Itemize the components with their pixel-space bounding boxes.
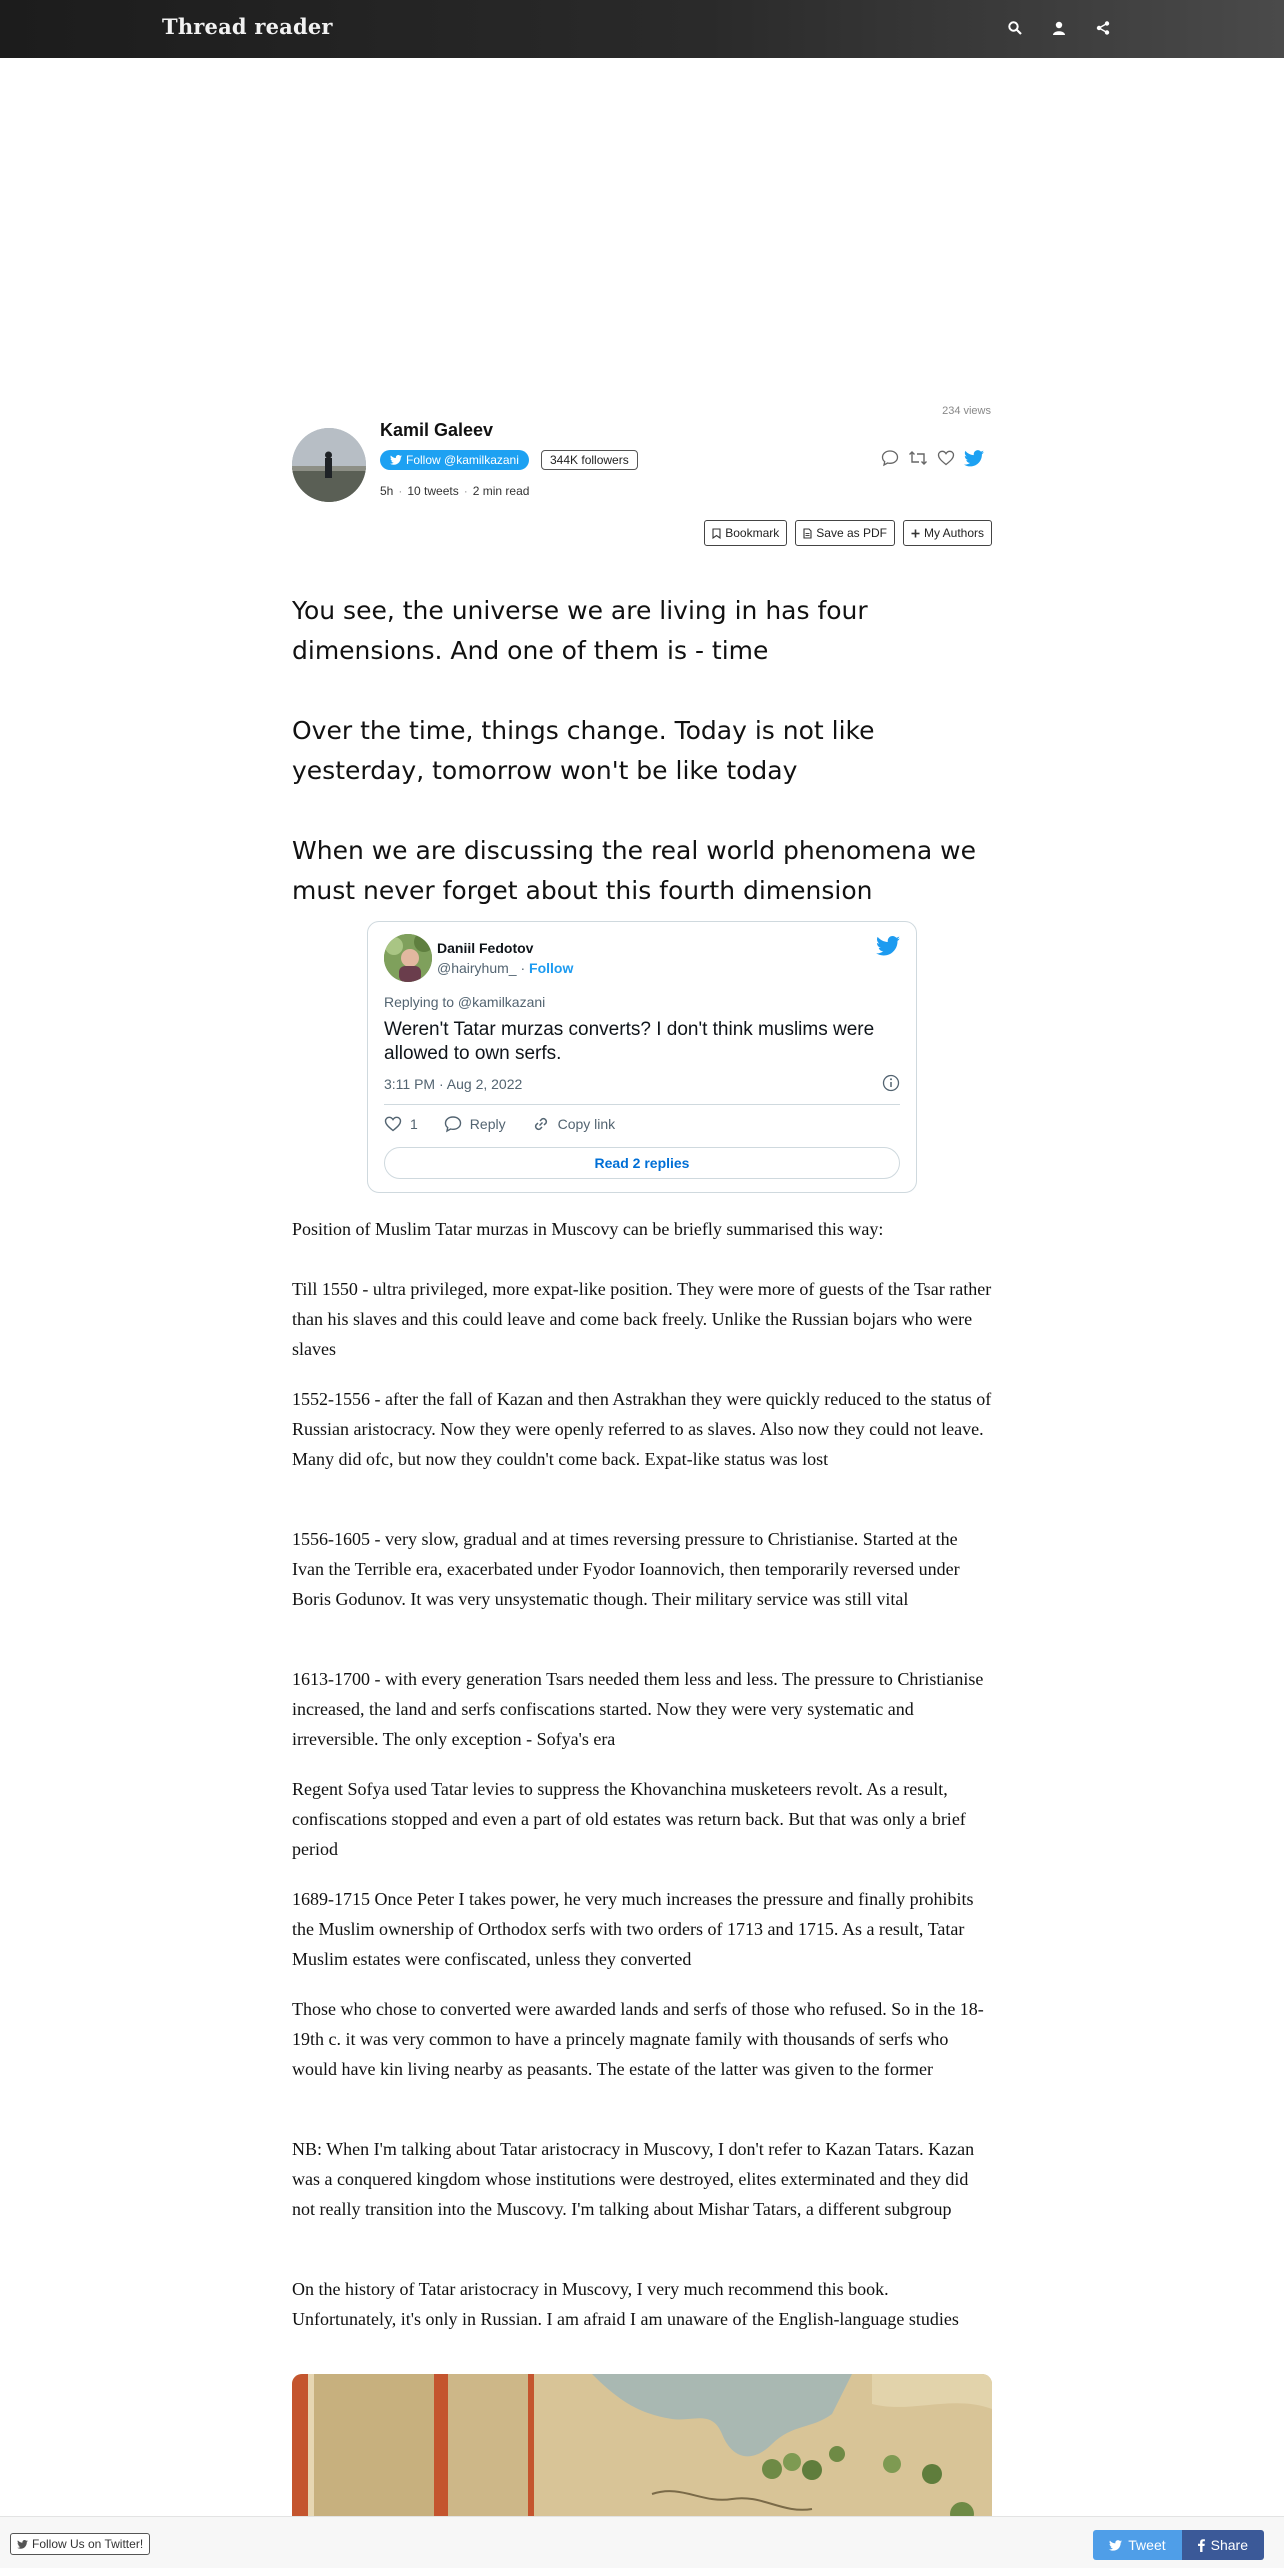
share-label: Share bbox=[1210, 2537, 1248, 2553]
thread-paragraph-2: Till 1550 - ultra privileged, more expat-like position. They were more of guests of the Tsar rather than his slaves and this could leave and come back freely. Unlike the Russian bojars who were slaves bbox=[292, 1279, 992, 1359]
replying-to: Replying to @kamilkazani bbox=[384, 994, 546, 1010]
like-icon[interactable] bbox=[936, 448, 956, 468]
tweet-label: Tweet bbox=[1128, 2537, 1166, 2553]
thread-lead-1: You see, the universe we are living in has four dimensions. And one of them is - time bbox=[292, 596, 868, 665]
thread-paragraph-1: Position of Muslim Tatar murzas in Muscovy can be briefly summarised this way: bbox=[292, 1219, 884, 1239]
twitter-icon bbox=[17, 2540, 28, 2549]
thread-age: 5h bbox=[380, 484, 394, 498]
follow-author-label: Follow @kamilkazani bbox=[406, 453, 519, 467]
reply-label: Reply bbox=[469, 1116, 506, 1132]
follow-author-button[interactable] bbox=[380, 450, 529, 470]
twitter-icon bbox=[390, 455, 402, 465]
share-icon[interactable] bbox=[1092, 17, 1114, 39]
thread-paragraph-6: Regent Sofya used Tatar levies to suppress the Khovanchina musketeers revolt. As a result, confiscations stopped and even a part of old estates was return back. But that was only a brief period bbox=[292, 1779, 966, 1859]
logo-thread: Thread bbox=[162, 14, 247, 39]
tweet-count: 10 tweets bbox=[407, 484, 459, 498]
my-authors-label: My Authors bbox=[923, 526, 984, 540]
follow-us-label: Follow Us on Twitter! bbox=[32, 2537, 144, 2551]
tweet-like-button[interactable] bbox=[384, 1115, 418, 1133]
follow-us-twitter-button[interactable] bbox=[10, 2533, 150, 2555]
thread-paragraph-8: Those who chose to converted were awarded lands and serfs of those who refused. So in the 18-19th c. it was very common to have a princely magnate family with thousands of serfs who would have kin living nearby as peasants. The estate of the latter was given to the former bbox=[292, 1999, 984, 2079]
copy-link-label: Copy link bbox=[557, 1116, 616, 1132]
twitter-icon bbox=[1109, 2540, 1122, 2551]
bookmark-icon bbox=[712, 528, 721, 539]
thread-meta: 5h · 10 tweets · 2 min read bbox=[380, 484, 530, 498]
read-replies-button[interactable]: Read 2 replies bbox=[384, 1147, 900, 1179]
file-icon bbox=[803, 528, 812, 539]
read-time: 2 min read bbox=[472, 484, 530, 498]
reply-icon[interactable] bbox=[880, 448, 900, 468]
my-authors-button[interactable] bbox=[903, 520, 992, 546]
save-pdf-button[interactable] bbox=[795, 520, 895, 546]
facebook-share-button[interactable] bbox=[1182, 2530, 1264, 2560]
bookmark-button[interactable] bbox=[704, 520, 787, 546]
copy-link-button[interactable] bbox=[532, 1115, 616, 1133]
tweet-handle-text[interactable]: @hairyhum_ bbox=[437, 960, 517, 976]
thread-paragraph-9: NB: When I'm talking about Tatar aristocracy in Muscovy, I don't refer to Kazan Tatars. Kazan was a conquered kingdom whose institutions were destroyed, elites exterminated and they did not really transition into the Muscovy. I'm talking about Mishar Tatars, a different subgroup bbox=[292, 2139, 975, 2219]
thread-paragraph-4: 1556-1605 - very slow, gradual and at times reversing pressure to Christianise. Started at the Ivan the Terrible era, exacerbated under Fyodor Ioannovich, then temporarily reversed under Boris Godunov. It was very unsystematic though. Their military service was still vital bbox=[292, 1529, 960, 1609]
site-logo[interactable] bbox=[162, 14, 333, 39]
handle-separator: · bbox=[520, 960, 526, 976]
user-icon[interactable] bbox=[1048, 17, 1070, 39]
thread-paragraph-3: 1552-1556 - after the fall of Kazan and then Astrakhan they were quickly reduced to the status of Russian aristocracy. Now they were openly referred to as slaves. Also now they could not leave. Many did ofc, but now they couldn't come back. Expat-like status was lost bbox=[292, 1389, 992, 1469]
tweet-author-handle bbox=[437, 960, 573, 976]
tweet-reply-button[interactable] bbox=[444, 1115, 506, 1133]
reply-icon bbox=[444, 1115, 462, 1133]
info-icon[interactable] bbox=[882, 1074, 900, 1097]
thread-lead-2: Over the time, things change. Today is not like yesterday, tomorrow won't be like today bbox=[292, 716, 875, 785]
heart-icon bbox=[384, 1115, 402, 1133]
embedded-tweet[interactable] bbox=[367, 921, 917, 1193]
twitter-logo-icon[interactable] bbox=[876, 936, 900, 961]
followers-count: 344K followers bbox=[541, 450, 638, 470]
tweet-divider bbox=[384, 1104, 900, 1105]
tweet-author-avatar[interactable] bbox=[384, 934, 432, 982]
tweet-text: Weren't Tatar murzas converts? I don't think muslims were allowed to own serfs. bbox=[384, 1019, 875, 1064]
thread-lead-3: When we are discussing the real world phenomena we must never forget about this fourth dimension bbox=[292, 836, 976, 905]
search-icon[interactable] bbox=[1004, 17, 1026, 39]
view-count: 234 views bbox=[942, 405, 991, 417]
bottom-share-bar bbox=[0, 2516, 1284, 2568]
author-avatar[interactable] bbox=[292, 428, 366, 502]
bookmark-label: Bookmark bbox=[725, 526, 780, 540]
top-navbar bbox=[0, 0, 1284, 58]
retweet-icon[interactable] bbox=[908, 448, 928, 468]
tweet-timestamp[interactable]: 3:11 PM · Aug 2, 2022 bbox=[384, 1076, 523, 1092]
facebook-icon bbox=[1198, 2539, 1205, 2552]
logo-reader: reader bbox=[254, 14, 333, 39]
plus-icon bbox=[911, 529, 920, 538]
author-name[interactable]: Kamil Galeev bbox=[380, 420, 494, 440]
tweet-author-name[interactable]: Daniil Fedotov bbox=[437, 940, 534, 956]
save-pdf-label: Save as PDF bbox=[816, 526, 887, 540]
link-icon bbox=[532, 1115, 550, 1133]
tweet-follow-link[interactable]: Follow bbox=[529, 960, 574, 976]
thread-paragraph-10: On the history of Tatar aristocracy in Muscovy, I very much recommend this book. Unfortunately, it's only in Russian. I am afraid I am unaware of the English-language studies bbox=[292, 2279, 959, 2329]
thread-paragraph-5: 1613-1700 - with every generation Tsars needed them less and less. The pressure to Christianise increased, the land and serfs confiscations started. Now they were very systematic and irreversible. The only exception - Sofya's era bbox=[292, 1669, 984, 1749]
twitter-icon[interactable] bbox=[964, 448, 984, 468]
tweet-share-button[interactable] bbox=[1093, 2530, 1181, 2560]
like-count: 1 bbox=[410, 1116, 418, 1132]
thread-paragraph-7: 1689-1715 Once Peter I takes power, he very much increases the pressure and finally prohibits the Muslim ownership of Orthodox serfs with two orders of 1713 and 1715. As a result, Tatar Muslim estates were confiscated, unless they converted bbox=[292, 1889, 974, 1969]
